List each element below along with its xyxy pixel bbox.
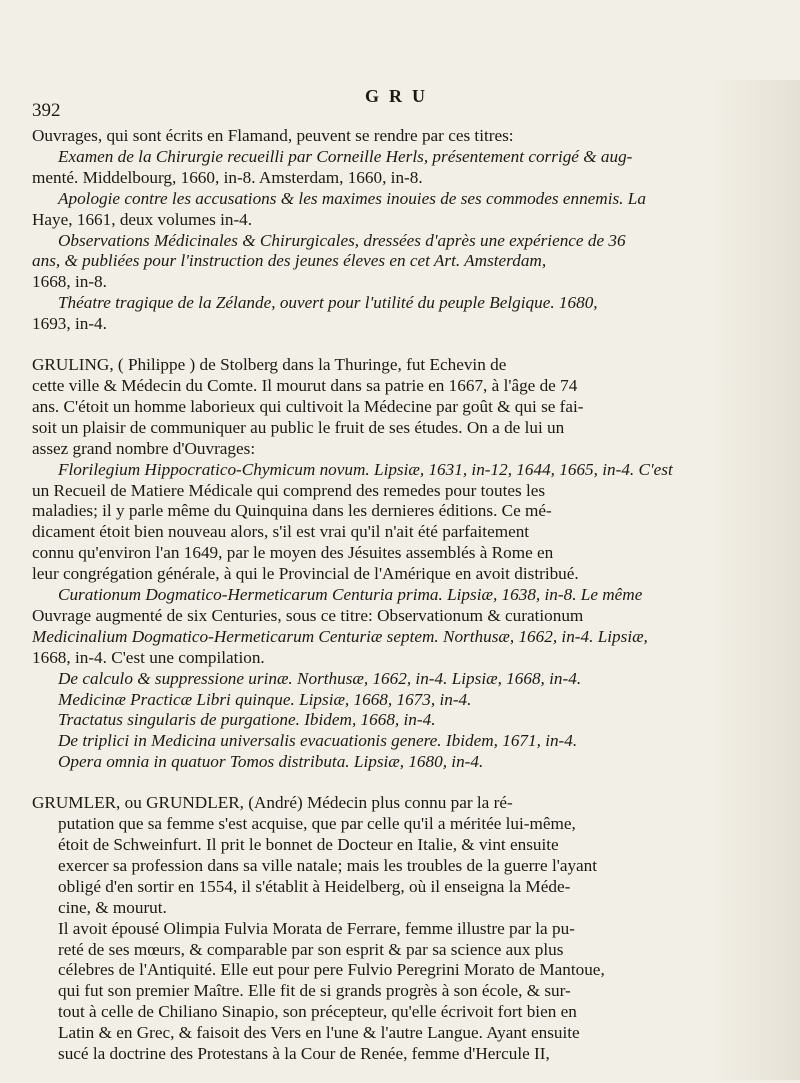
text-line: reté de ses mœurs, & comparable par son esprit & par sa science aux plus bbox=[58, 939, 564, 959]
text-line: GRULING, ( Philippe ) de Stolberg dans la Thuringe, fut Echevin de bbox=[32, 355, 507, 375]
text-line: dicament étoit bien nouveau alors, s'il est vrai qu'il n'ait été parfaitement bbox=[32, 522, 530, 542]
text-line: GRUMLER, ou GRUNDLER, (André) Médecin plus connu par la ré- bbox=[32, 793, 513, 813]
text-line: qui fut son premier Maître. Elle fit de si grands progrès à son école, & sur- bbox=[58, 981, 571, 1001]
page-number: 392 bbox=[32, 100, 61, 121]
text-line: célebres de l'Antiquité. Elle eut pour pere Fulvio Peregrini Morato de Mantoue, bbox=[58, 960, 605, 980]
entry-grumler bbox=[32, 793, 768, 1065]
text-line: tout à celle de Chiliano Sinapio, son précepteur, qu'elle écrivoit fort bien en bbox=[58, 1002, 577, 1022]
text-line: Latin & en Grec, & faisoit des Vers en l'une & l'autre Langue. Ayant ensuite bbox=[58, 1023, 580, 1043]
text-line: De triplici in Medicina universalis evacuationis genere. Ibidem, 1671, in-4. bbox=[58, 731, 578, 751]
text-line: menté. Middelbourg, 1660, in-8. Amsterdam, 1660, in-8. bbox=[32, 167, 423, 187]
text-line: cette ville & Médecin du Comte. Il mourut dans sa patrie en 1667, à l'âge de 74 bbox=[32, 375, 578, 395]
running-head: GRU bbox=[365, 86, 435, 106]
text-line: De calculo & suppressione urinæ. Northusæ, 1662, in-4. Lipsiæ, 1668, in-4. bbox=[58, 668, 582, 688]
text-line: 1693, in-4. bbox=[32, 314, 107, 334]
text-line: Observations Médicinales & Chirurgicales, dressées d'après une expérience de 36 bbox=[58, 230, 626, 250]
text-line: Opera omnia in quatuor Tomos distributa. Lipsiæ, 1680, in-4. bbox=[58, 752, 484, 772]
text-line: obligé d'en sortir en 1554, il s'établit à Heidelberg, où il enseigna la Méde- bbox=[58, 876, 571, 896]
text-line: Haye, 1661, deux volumes in-4. bbox=[32, 209, 253, 229]
text-line: soit un plaisir de communiquer au public le fruit de ses études. On a de lui un bbox=[32, 417, 565, 437]
text-line: ans. C'étoit un homme laborieux qui cultivoit la Médecine par goût & qui se fai- bbox=[32, 396, 584, 416]
text-line: putation que sa femme s'est acquise, que par celle qu'il a méritée lui-même, bbox=[58, 814, 576, 834]
text-line: leur congrégation générale, à qui le Provincial de l'Amérique en avoit distribué. bbox=[32, 564, 579, 584]
text-line: assez grand nombre d'Ouvrages: bbox=[32, 438, 256, 458]
text-line: étoit de Schweinfurt. Il prit le bonnet de Docteur en Italie, & vint ensuite bbox=[58, 835, 559, 854]
text-line: maladies; il y parle même du Quinquina dans les dernieres éditions. Ce mé- bbox=[32, 501, 552, 521]
entry-spacer bbox=[32, 335, 768, 355]
text-line: Ouvrages, qui sont écrits en Flamand, peuvent se rendre par ces titres: bbox=[32, 126, 514, 145]
text-line: exercer sa profession dans sa ville natale; mais les troubles de la guerre l'ayant bbox=[58, 855, 598, 875]
text-line: Tractatus singularis de purgatione. Ibidem, 1668, in-4. bbox=[58, 710, 436, 730]
text-line: Medicinæ Practicæ Libri quinque. Lipsiæ, 1668, 1673, in-4. bbox=[58, 689, 472, 709]
text-line: cine, & mourut. bbox=[58, 897, 167, 917]
text-line: Curationum Dogmatico-Hermeticarum Centuria prima. Lipsiæ, 1638, in-8. Le même bbox=[58, 585, 643, 605]
text-line: 1668, in-4. C'est une compilation. bbox=[32, 647, 265, 667]
text-line: ans, & publiées pour l'instruction des jeunes éleves en cet Art. Amsterdam, bbox=[32, 251, 547, 271]
entry-spacer bbox=[32, 773, 768, 793]
text-line: Apologie contre les accusations & les maximes inouies de ses commodes ennemis. La bbox=[58, 188, 646, 208]
text-line: Il avoit épousé Olimpia Fulvia Morata de Ferrare, femme illustre par la pu- bbox=[58, 918, 575, 938]
entry-gruling bbox=[32, 355, 768, 773]
page-body bbox=[32, 126, 768, 1065]
text-line: Florilegium Hippocratico-Chymicum novum. Lipsiæ, 1631, in-12, 1644, 1665, in-4. C'est bbox=[58, 459, 673, 479]
text-line: sucé la doctrine des Protestans à la Cour de Renée, femme d'Hercule II, bbox=[58, 1044, 550, 1064]
text-line: connu qu'environ l'an 1649, par le moyen des Jésuites assemblés à Rome en bbox=[32, 543, 554, 563]
text-line: Ouvrage augmenté de six Centuries, sous ce titre: Observationum & curationum bbox=[32, 605, 584, 625]
text-line: 1668, in-8. bbox=[32, 272, 107, 292]
text-line: Examen de la Chirurgie recueilli par Corneille Herls, présentement corrigé & aug- bbox=[58, 146, 633, 166]
text-line: Théatre tragique de la Zélande, ouvert pour l'utilité du peuple Belgique. 1680, bbox=[58, 293, 598, 313]
works-list-flemish bbox=[32, 126, 768, 335]
text-line: un Recueil de Matiere Médicale qui comprend des remedes pour toutes les bbox=[32, 480, 546, 500]
text-line: Medicinalium Dogmatico-Hermeticarum Centuriæ septem. Northusæ, 1662, in-4. Lipsiæ, bbox=[32, 626, 648, 646]
